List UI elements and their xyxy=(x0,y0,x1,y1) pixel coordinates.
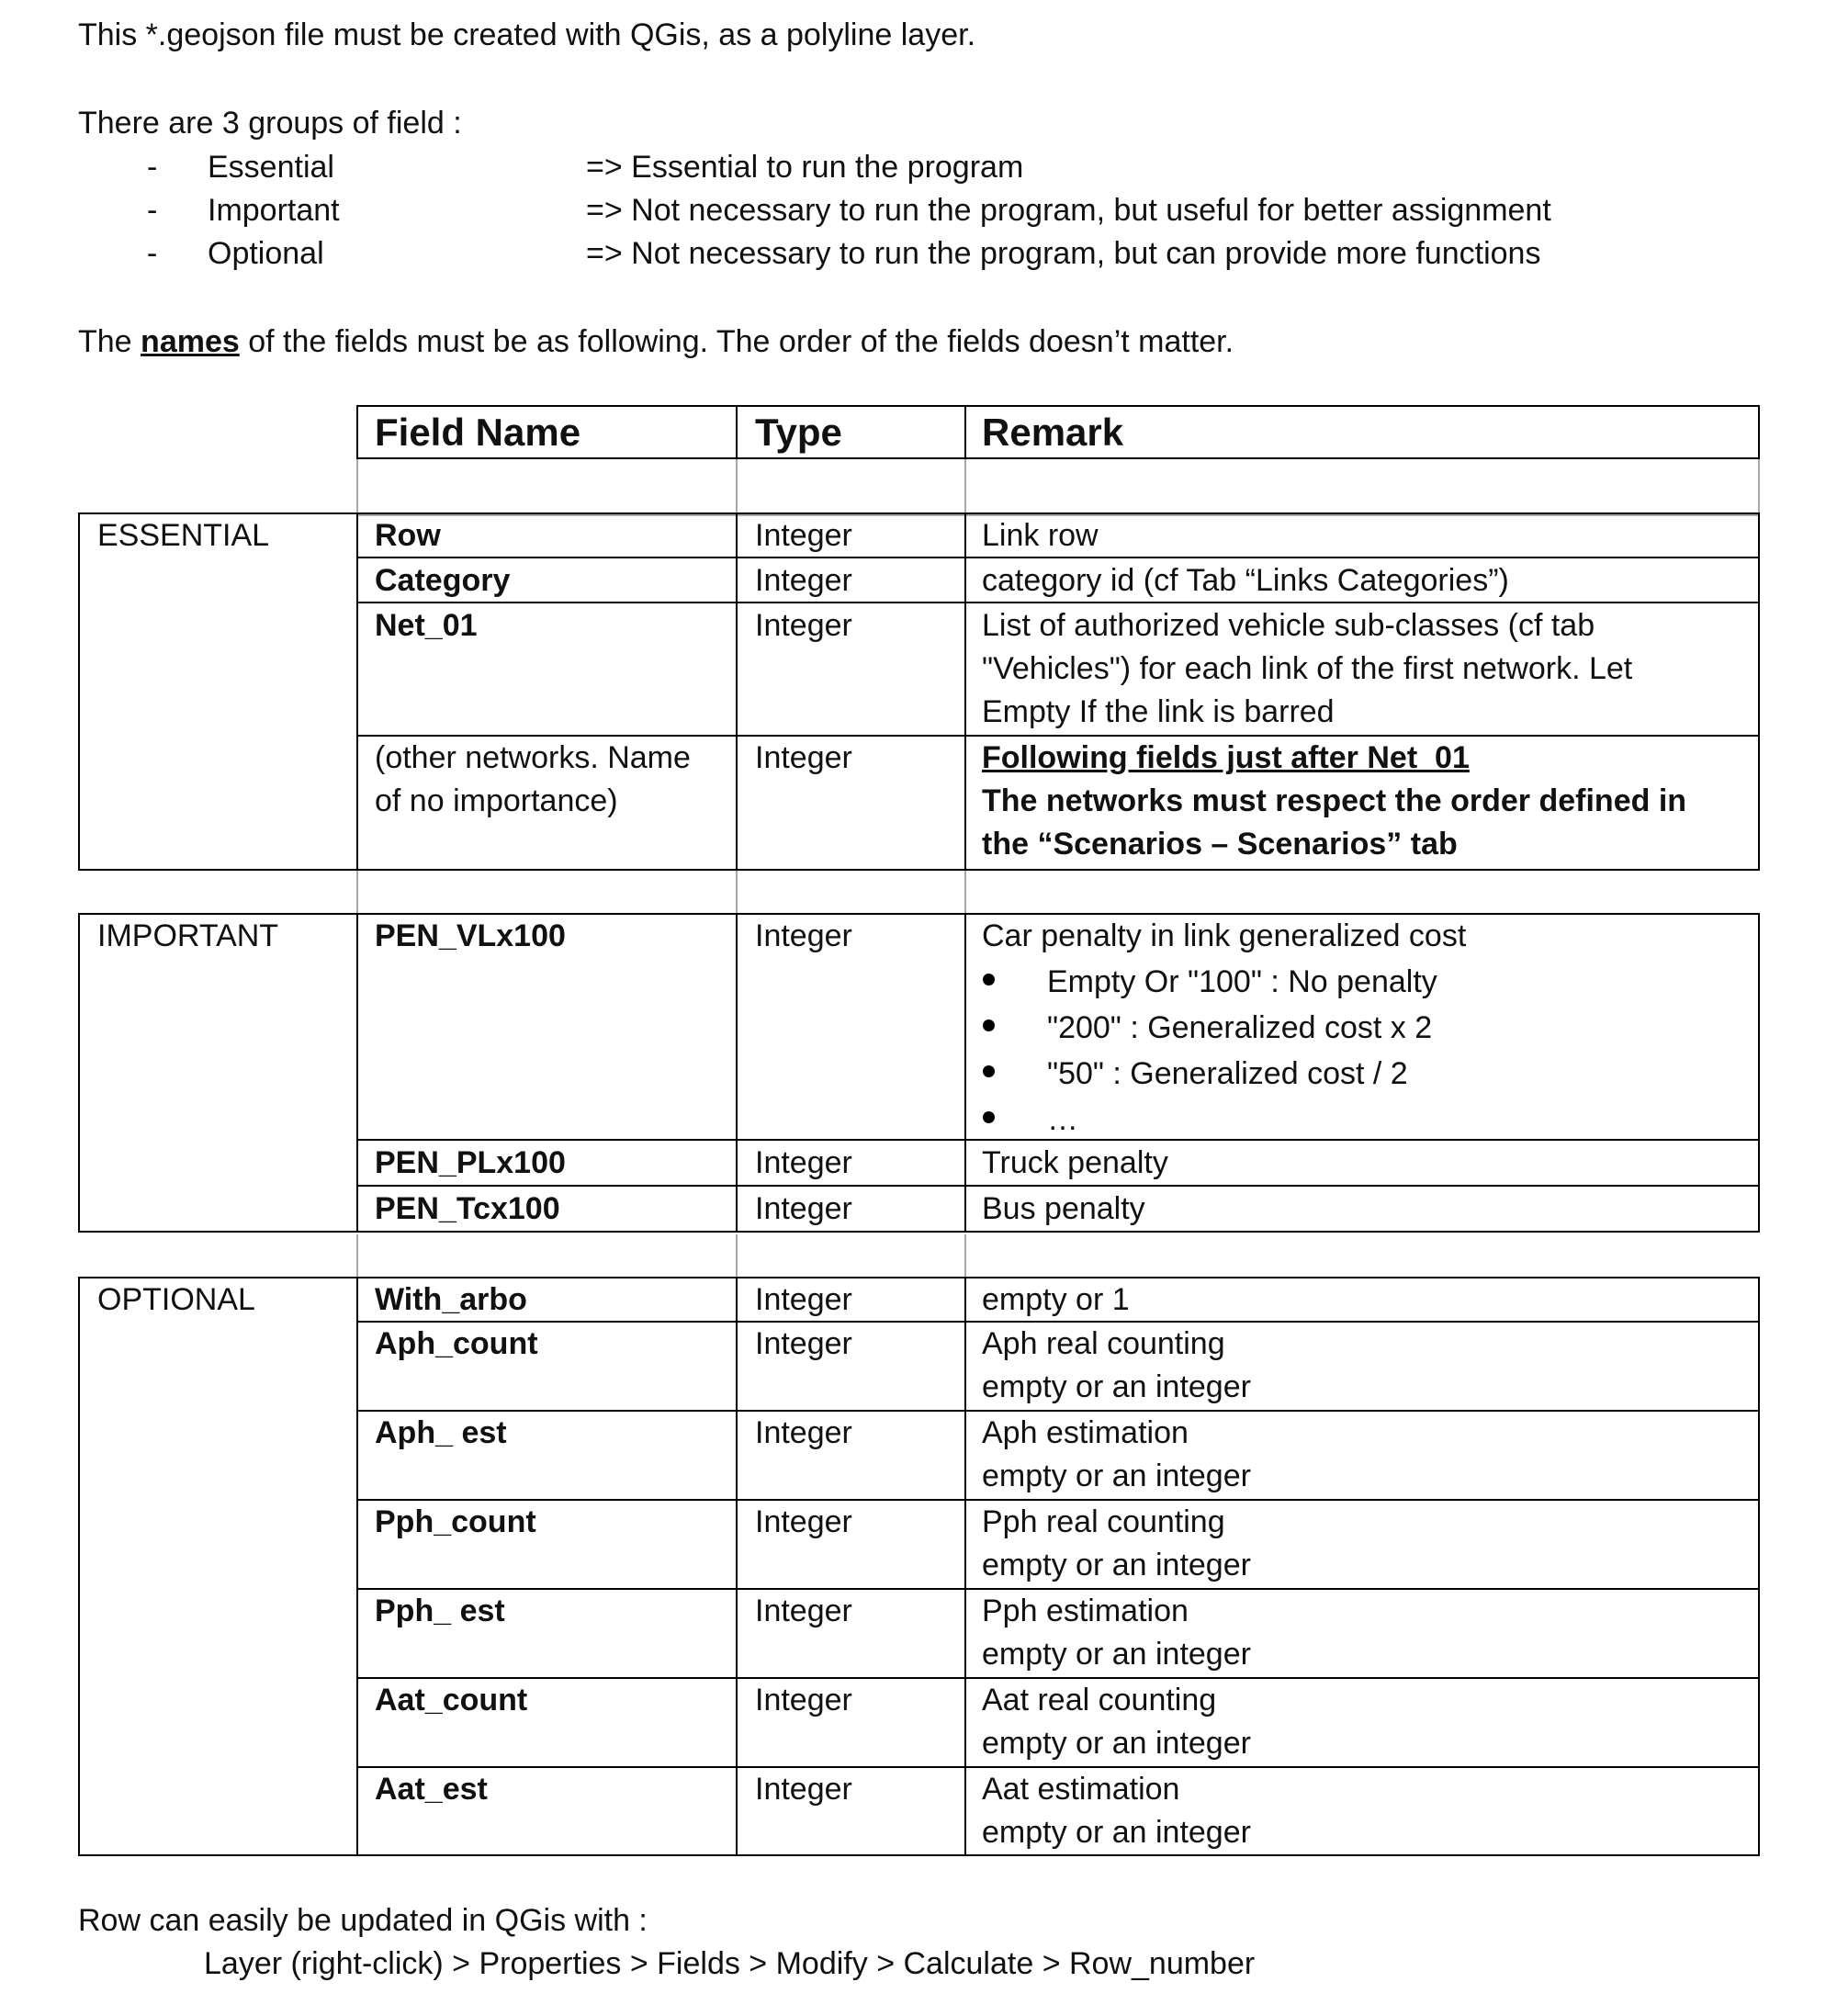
footer-note: Row can easily be updated in QGis with : xyxy=(78,1903,648,1938)
group-label-essential: ESSENTIAL xyxy=(97,518,270,553)
field-remark: List of authorized vehicle sub-classes (cf tab "Vehicles") for each link of the first network. Let Empty If the link is barred xyxy=(982,608,1633,729)
bullet-icon xyxy=(983,1019,995,1031)
field-name: PEN_VLx100 xyxy=(375,918,566,953)
field-names-note: The names of the fields must be as following. The order of the fields doesn’t matter. xyxy=(78,324,1234,359)
field-remark: Following fields just after Net_01 The networks must respect the order defined in the “Scenarios – Scenarios” tab xyxy=(982,740,1687,862)
group-label-important: IMPORTANT xyxy=(97,918,279,953)
field-name: Aat_count xyxy=(375,1683,528,1718)
field-name: Row xyxy=(375,518,441,553)
field-name: Category xyxy=(375,563,511,598)
field-remark: Aph real counting empty or an integer xyxy=(982,1326,1251,1404)
field-type: Integer xyxy=(755,1282,852,1317)
field-type: Integer xyxy=(755,1772,852,1807)
field-remark: Bus penalty xyxy=(982,1191,1145,1226)
field-remark: Car penalty in link generalized cost xyxy=(982,918,1467,953)
field-type: Integer xyxy=(755,1504,852,1539)
field-name: With_arbo xyxy=(375,1282,527,1317)
field-remark: Aat real counting empty or an integer xyxy=(982,1683,1251,1761)
field-remark: Pph estimation empty or an integer xyxy=(982,1594,1251,1672)
field-name: Aph_count xyxy=(375,1326,538,1361)
field-type: Integer xyxy=(755,1683,852,1718)
field-name: Aat_est xyxy=(375,1772,488,1807)
field-name: Aph_ est xyxy=(375,1415,507,1450)
field-remark: Aph estimation empty or an integer xyxy=(982,1415,1251,1493)
field-name: (other networks. Name of no importance) xyxy=(375,740,691,818)
field-type: Integer xyxy=(755,518,852,553)
header-remark: Remark xyxy=(982,411,1124,454)
field-name: PEN_PLx100 xyxy=(375,1145,566,1180)
field-remark: category id (cf Tab “Links Categories”) xyxy=(982,563,1509,598)
field-remark: Aat estimation empty or an integer xyxy=(982,1772,1251,1850)
bullet-icon xyxy=(983,1065,995,1077)
field-name: PEN_Tcx100 xyxy=(375,1191,560,1226)
field-remark: Truck penalty xyxy=(982,1145,1168,1180)
footer-path: Layer (right-click) > Properties > Fields > Modify > Calculate > Row_number xyxy=(204,1946,1256,1981)
field-type: Integer xyxy=(755,1145,852,1180)
field-type: Integer xyxy=(755,1594,852,1628)
groups-heading: There are 3 groups of field : xyxy=(78,106,462,141)
field-name: Pph_count xyxy=(375,1504,536,1539)
field-remark: Pph real counting empty or an integer xyxy=(982,1504,1251,1582)
field-type: Integer xyxy=(755,918,852,953)
header-field-name: Field Name xyxy=(375,411,581,454)
names-emphasis: names xyxy=(141,324,240,359)
intro-line: This *.geojson file must be created with QGis, as a polyline layer. xyxy=(78,17,976,52)
field-remark: empty or 1 xyxy=(982,1282,1130,1317)
field-type: Integer xyxy=(755,1326,852,1361)
group-label-optional: OPTIONAL xyxy=(97,1282,255,1317)
header-type: Type xyxy=(755,411,842,454)
field-name: Net_01 xyxy=(375,608,478,643)
field-type: Integer xyxy=(755,1191,852,1226)
field-type: Integer xyxy=(755,1415,852,1450)
bullet-icon xyxy=(983,1111,995,1123)
field-type: Integer xyxy=(755,740,852,775)
field-type: Integer xyxy=(755,608,852,643)
bullet-icon xyxy=(983,974,995,985)
field-type: Integer xyxy=(755,563,852,598)
field-remark: Link row xyxy=(982,518,1099,553)
field-name: Pph_ est xyxy=(375,1594,505,1628)
